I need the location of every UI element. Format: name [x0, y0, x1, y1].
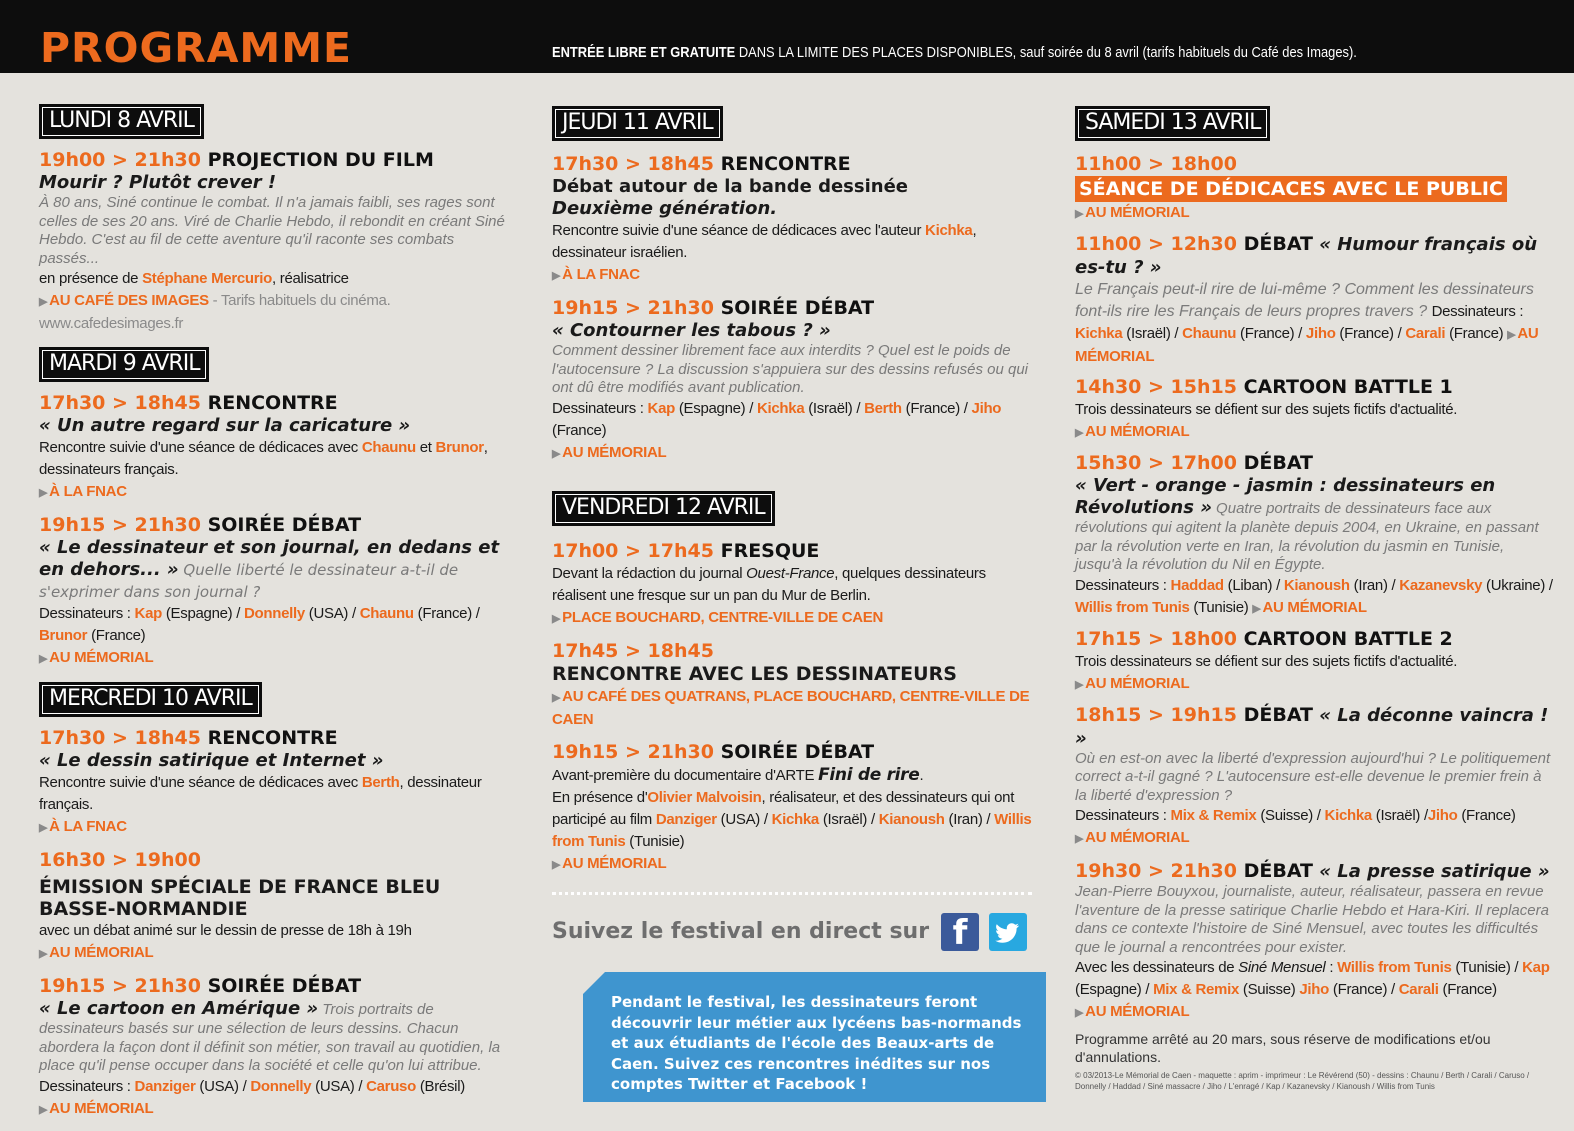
artist-name: Kazanevsky: [1399, 576, 1483, 594]
event-saturday-2: [1075, 233, 1555, 368]
artist-country: (Brésil): [415, 1077, 465, 1095]
info-text: Dessinateurs :: [39, 1077, 135, 1095]
footnote: Programme arrêté au 20 mars, sous réserve de modifications et/ou d'annulations.: [1075, 1031, 1491, 1065]
person-name: Chaunu: [361, 439, 416, 456]
play-arrow-icon: ▶: [1252, 602, 1261, 615]
artist-name: Willis from Tunis: [1075, 598, 1190, 616]
location-text: AU MÉMORIAL: [49, 1099, 154, 1117]
event-heading: [552, 297, 1032, 320]
day-label-tuesday: MARDI 9 AVRIL: [39, 347, 209, 382]
event-location: [39, 942, 511, 965]
play-arrow-icon: ▶: [39, 948, 48, 960]
event-heading: [552, 640, 1032, 663]
event-location: [552, 686, 1032, 731]
artist-country: (France): [87, 627, 146, 644]
artist-country: (France) /: [1236, 325, 1306, 342]
artist-country: (USA) /: [311, 1077, 367, 1095]
location-text: AU MÉMORIAL: [1075, 325, 1539, 365]
callout-corner: [583, 972, 605, 994]
event-friday-1: [552, 540, 1032, 630]
event-title: CARTOON BATTLE 1: [1236, 376, 1453, 398]
event-time: 17h15 > 18h00: [1075, 627, 1237, 650]
event-description: Comment dessiner librement face aux interdits ? Quel est le poids de l'autocensure ? La discussion s'appuiera sur des dessins refusés ou qui ont dû être modifiés avant publication.: [552, 342, 1029, 396]
location-text: AU CAFÉ DES IMAGES: [49, 292, 209, 309]
event-saturday-5: [1075, 628, 1555, 696]
artist-country: (Iran) /: [944, 810, 995, 828]
event-title: RENCONTRE: [713, 153, 851, 175]
artist-name: Kianoush: [878, 810, 945, 828]
event-heading: [1075, 376, 1555, 399]
event-info: avec un débat animé sur le dessin de presse de 18h à 19h: [39, 922, 412, 939]
event-title: SOIRÉE DÉBAT: [200, 514, 362, 536]
event-heading: [39, 514, 511, 537]
event-subtitle: Mourir ? Plutôt crever !: [39, 172, 277, 193]
artist-name: Jiho: [1299, 981, 1330, 998]
artist-country: (Espagne) /: [674, 399, 757, 417]
event-title: PROJECTION DU FILM: [200, 149, 434, 171]
artist-country: (France) /: [1329, 981, 1399, 998]
event-artists: [552, 398, 1032, 442]
event-friday-2: [552, 640, 1032, 731]
info-text: , réalisatrice: [272, 270, 349, 287]
artist-name: Chaunu: [359, 605, 414, 622]
event-title: SOIRÉE DÉBAT: [713, 740, 875, 763]
description-text: Trois portraits de dessinateurs basés sur une sélection de leurs dessins. Chacun abordera la façon dont il définit son métier, son travail au quotidien, la place qu'il pense occuper dans la société et celle qu'on lui attribue.: [39, 1001, 501, 1074]
event-time: 19h30 > 21h30: [1075, 860, 1237, 882]
event-monday-1: [39, 149, 511, 335]
play-arrow-icon: ▶: [552, 858, 561, 871]
event-time: 19h00 > 21h30: [39, 149, 201, 171]
artist-country: (Tunisie) /: [1451, 959, 1523, 976]
info-text: Devant la rédaction du journal: [552, 564, 747, 582]
description-text: Quatre portraits de dessinateurs face aux révolutions qui agitent la planète depuis 2004, en Ukraine, en passant par la révolution verte en Iran, la révolution du jasmin en Tunisie, jusqu'à la révolution du Nil en Égypte.: [1075, 500, 1539, 573]
event-heading: [39, 727, 511, 750]
event-title: FRESQUE: [713, 539, 820, 562]
artist-country: (Suisse) /: [1256, 807, 1325, 824]
event-tuesday-2: [39, 514, 511, 670]
day-label-friday: VENDREDI 12 AVRIL: [552, 491, 775, 526]
event-time: 17h30 > 18h45: [39, 392, 201, 414]
artist-country: (France) /: [901, 399, 972, 417]
location-text: AU MÉMORIAL: [562, 854, 667, 872]
event-subtitle: « La déconne vaincra ! »: [1075, 704, 1549, 749]
artist-country: (France): [1438, 981, 1497, 998]
event-location: [1075, 673, 1555, 696]
artist-name: Jiho: [1427, 807, 1458, 824]
info-text: , réalisateur, et des dessinateurs qui ont participé au film: [552, 788, 1015, 828]
event-artists: [552, 787, 1032, 853]
event-description: Jean-Pierre Bouyxou, journaliste, auteur, réalisateur, passera en revue l'aventure de la presse satirique Charlie Hebdo et Hara-Kiri. Il replacera dans ce contexte l'histoire de Siné Mensuel, avec toutes les difficultés que le journal a rencontrées pour exister.: [1075, 883, 1549, 956]
event-artists: [1075, 575, 1555, 620]
entry-note-bold: ENTRÉE LIBRE ET GRATUITE: [552, 44, 736, 61]
event-location: [1075, 202, 1555, 225]
event-description: Où en est-on avec la liberté d'expression aujourd'hui ? Le politiquement correct a-t-il gagné ? L'autocensure est-elle devenue le premier frein à la liberté d'expression ?: [1075, 749, 1551, 804]
event-time: 19h15 > 21h30: [39, 514, 201, 536]
info-text: Rencontre suivie d'une séance de dédicaces avec: [39, 439, 362, 456]
location-text: AU MÉMORIAL: [1085, 1003, 1190, 1020]
artist-name: Jiho: [971, 399, 1002, 417]
location-text: AU MÉMORIAL: [1085, 674, 1190, 692]
artist-name: Carali: [1405, 325, 1446, 342]
description-text: Le Français peut-il rire de lui-même ? Comment les dessinateurs font-ils rire les Français de leurs propres travers ?: [1075, 281, 1534, 320]
event-subtitle: « Le cartoon en Amérique »: [39, 998, 319, 1019]
event-heading: [1075, 628, 1555, 651]
event-time: 19h15 > 21h30: [39, 975, 201, 997]
artist-name: Willis from Tunis: [552, 810, 1032, 850]
artist-name: Haddad: [1170, 576, 1224, 594]
artist-country: (Tunisie): [1189, 598, 1253, 616]
event-description: [1075, 475, 1555, 575]
location-text: AU MÉMORIAL: [49, 944, 154, 961]
artist-name: Donnelly: [243, 605, 305, 622]
info-text: Dessinateurs :: [1075, 807, 1171, 824]
location-text: AU MÉMORIAL: [1085, 423, 1190, 440]
event-time: 14h30 > 15h15: [1075, 376, 1237, 398]
event-wednesday-3: [39, 975, 511, 1121]
event-heading: [1075, 860, 1555, 883]
event-location: [552, 607, 1032, 630]
day-label-wednesday: MERCREDI 10 AVRIL: [39, 682, 262, 717]
dotted-divider: [552, 892, 1032, 895]
artist-name: Kap: [647, 399, 675, 417]
event-subtitle: « Humour français où es-tu ? »: [1075, 234, 1538, 278]
event-info: [39, 268, 511, 290]
artist-country: (Israël) /: [1122, 325, 1183, 342]
event-location: [39, 481, 511, 504]
artist-country: (France) /: [413, 605, 480, 622]
play-arrow-icon: ▶: [552, 691, 561, 704]
event-subtitle: « Vert - orange - jasmin : dessinateurs en Révolutions »: [1075, 475, 1496, 518]
event-tuesday-1: [39, 392, 511, 504]
play-arrow-icon: ▶: [39, 487, 48, 499]
artist-country: (Espagne) /: [161, 605, 244, 622]
artist-name: Brunor: [39, 627, 88, 644]
artist-country: (Ukraine) /: [1482, 576, 1553, 594]
info-text: Rencontre suivie d'une séance de dédicaces avec l'auteur: [552, 222, 926, 239]
location-text: AU MÉMORIAL: [562, 443, 667, 461]
newspaper-name: Ouest-France: [746, 564, 835, 582]
info-text: :: [1325, 959, 1338, 976]
play-arrow-icon: ▶: [39, 822, 48, 834]
artist-name: Kichka: [771, 810, 819, 828]
location-text: AU CAFÉ DES QUATRANS, PLACE BOUCHARD, CENTRE-VILLE DE CAEN: [552, 687, 1030, 728]
info-text: Dessinateurs :: [39, 605, 135, 622]
location-extra: - Tarifs habituels du cinéma. www.cafedesimages.fr: [39, 292, 391, 332]
twitter-icon[interactable]: [989, 913, 1027, 951]
person-name: Olivier Malvoisin: [647, 788, 762, 806]
artist-name: Kichka: [1324, 807, 1372, 824]
play-arrow-icon: ▶: [39, 1103, 48, 1116]
event-wednesday-1: [39, 727, 511, 839]
event-heading: [1075, 704, 1555, 750]
person-name: Brunor: [435, 439, 484, 456]
artist-country: (Liban) /: [1223, 576, 1284, 594]
event-title: DÉBAT: [1236, 703, 1314, 726]
artist-name: Kichka: [1075, 325, 1123, 342]
artist-name: Kap: [134, 605, 162, 622]
event-title: SOIRÉE DÉBAT: [200, 975, 362, 997]
artist-name: Chaunu: [1182, 325, 1237, 342]
artist-country: (USA) /: [304, 605, 360, 622]
event-title: CARTOON BATTLE 2: [1236, 627, 1453, 650]
event-location: [552, 853, 1032, 876]
event-heading: [552, 153, 1032, 176]
magazine-name: Siné Mensuel: [1238, 959, 1326, 976]
event-location: [39, 290, 511, 335]
play-arrow-icon: ▶: [1075, 427, 1084, 439]
artist-country: (USA) /: [716, 810, 772, 828]
column-2: [552, 106, 1032, 951]
entry-note-rest: DANS LA LIMITE DES PLACES DISPONIBLES, sauf soirée du 8 avril (tarifs habituels du Café des Images).: [735, 44, 1357, 61]
event-saturday-7: [1075, 860, 1555, 1024]
event-subtitle-plain: Débat autour de la bande dessinée: [552, 176, 909, 197]
artist-country: (Espagne) /: [1075, 981, 1154, 998]
event-friday-3: [552, 741, 1032, 876]
social-follow: [552, 913, 1032, 951]
subtitle-text: « Le dessinateur et son journal, en dedans et en dehors... »: [39, 537, 500, 580]
artist-name: Berth: [864, 399, 902, 417]
artist-country: (Israël) /: [804, 399, 865, 417]
play-arrow-icon: ▶: [552, 612, 561, 625]
artist-country: (USA) /: [195, 1077, 251, 1095]
artist-name: Danziger: [655, 810, 717, 828]
artist-country: (France) /: [1335, 325, 1406, 342]
column-1: [39, 104, 511, 1131]
location-text: PLACE BOUCHARD, CENTRE-VILLE DE CAEN: [562, 608, 884, 626]
event-time: 17h45 > 18h45: [552, 639, 714, 662]
event-info: [39, 437, 511, 481]
entry-note: [552, 44, 1357, 61]
day-label-saturday: SAMEDI 13 AVRIL: [1075, 106, 1270, 141]
event-title: DÉBAT: [1236, 860, 1314, 882]
event-saturday-4: [1075, 452, 1555, 620]
event-description: [1075, 279, 1555, 368]
artist-name: Kap: [1522, 959, 1550, 976]
event-time: 17h30 > 18h45: [39, 727, 201, 749]
event-artists: [39, 603, 511, 647]
event-info: [552, 563, 1032, 607]
info-text: Dessinateurs :: [1431, 303, 1524, 320]
twitter-bird-icon: [989, 913, 1027, 951]
event-info: [39, 772, 511, 816]
location-text: AU MÉMORIAL: [1262, 598, 1367, 616]
play-arrow-icon: ▶: [39, 296, 48, 308]
play-arrow-icon: ▶: [39, 653, 48, 665]
artist-name: Kichka: [756, 399, 805, 417]
info-text: Dessinateurs :: [1075, 576, 1171, 594]
info-text: .: [919, 766, 924, 784]
artist-country: (Suisse): [1239, 981, 1300, 998]
event-heading: [552, 741, 1032, 764]
event-title: DÉBAT: [1236, 233, 1314, 255]
event-info: Trois dessinateurs se défient sur des sujets fictifs d'actualité.: [1075, 652, 1458, 670]
info-text: Dessinateurs :: [552, 399, 648, 417]
event-title: RENCONTRE: [200, 727, 338, 749]
event-info: [552, 764, 1032, 787]
event-subtitle: [39, 537, 511, 603]
event-subtitle: Deuxième génération.: [552, 198, 778, 219]
info-text: Avant-première du documentaire d'ARTE: [552, 766, 819, 784]
event-time: 11h00 > 18h00: [1075, 153, 1237, 175]
event-time: 15h30 > 17h00: [1075, 452, 1237, 474]
event-time: 17h00 > 17h45: [552, 539, 714, 562]
page-title: PROGRAMME: [40, 24, 353, 72]
event-subtitle: « Contourner les tabous ? »: [552, 320, 831, 341]
event-location: [552, 442, 1032, 465]
event-heading: [1075, 233, 1555, 279]
event-saturday-3: [1075, 376, 1555, 444]
event-location: [1075, 1001, 1555, 1024]
person-name: Stéphane Mercurio: [142, 270, 273, 287]
artist-name: Jiho: [1305, 325, 1336, 342]
event-saturday-1: [1075, 153, 1555, 225]
event-heading: [1075, 452, 1555, 475]
event-subtitle: « Le dessin satirique et Internet »: [39, 750, 384, 771]
event-heading: [39, 149, 511, 172]
info-text: Rencontre suivie d'une séance de dédicaces avec: [39, 774, 362, 791]
artist-country: (France): [552, 421, 607, 439]
column-3: [1075, 106, 1555, 1092]
artist-country: (Israël) /: [818, 810, 879, 828]
facebook-icon[interactable]: f: [941, 913, 979, 951]
artist-name: Mix & Remix: [1170, 807, 1257, 824]
event-time: 19h15 > 21h30: [552, 740, 714, 763]
event-description: À 80 ans, Siné continue le combat. Il n'a jamais faibli, ses rages sont celles de ses 20 ans. Viré de Charlie Hebdo, il rebondit en créant Siné Hebdo. C'est au fil de cette aventure qu'il raconte ses combats passés...: [39, 194, 505, 267]
event-time: 18h15 > 19h15: [1075, 703, 1237, 726]
event-wednesday-2: [39, 849, 511, 965]
artist-name: Mix & Remix: [1153, 981, 1240, 998]
info-text: et: [415, 439, 436, 456]
event-info: Trois dessinateurs se défient sur des sujets fictifs d'actualité.: [1075, 401, 1458, 418]
event-title: RENCONTRE AVEC LES DESSINATEURS: [552, 662, 957, 685]
location-text: AU MÉMORIAL: [1085, 204, 1190, 221]
event-location: [1075, 421, 1555, 444]
event-heading: [39, 975, 511, 998]
play-arrow-icon: ▶: [1075, 678, 1084, 691]
play-arrow-icon: ▶: [1075, 833, 1084, 845]
artist-name: Kianoush: [1283, 576, 1350, 594]
event-title: ÉMISSION SPÉCIALE DE FRANCE BLEU BASSE-NORMANDIE: [39, 876, 441, 920]
day-label-monday: LUNDI 8 AVRIL: [39, 104, 204, 139]
artist-country: (Tunisie): [625, 832, 685, 850]
event-title: DÉBAT: [1236, 452, 1314, 474]
event-thursday-1: [552, 153, 1032, 287]
info-text: , quelques dessinateurs réalisent une fresque sur un pan du Mur de Berlin.: [552, 564, 986, 604]
artist-country: (Iran) /: [1349, 576, 1400, 594]
location-text: À LA FNAC: [562, 266, 640, 283]
event-saturday-6: [1075, 704, 1555, 851]
event-location: [552, 264, 1032, 287]
event-title: RENCONTRE: [200, 392, 338, 414]
event-location: [39, 647, 511, 670]
event-time: 19h15 > 21h30: [552, 297, 714, 319]
artist-country: (Israël) /: [1371, 807, 1428, 824]
artist-name: Donnelly: [250, 1077, 312, 1095]
event-artists: [39, 1076, 511, 1098]
event-heading: [39, 849, 511, 872]
event-info: [552, 220, 1032, 264]
artist-name: Danziger: [134, 1077, 196, 1095]
day-label-thursday: JEUDI 11 AVRIL: [552, 106, 723, 141]
location-text: AU MÉMORIAL: [49, 649, 154, 666]
event-title: SOIRÉE DÉBAT: [713, 297, 875, 319]
artist-name: Willis from Tunis: [1337, 959, 1452, 976]
event-time: 17h30 > 18h45: [552, 153, 714, 175]
info-text: en présence de: [39, 270, 143, 287]
event-artists: [1075, 957, 1555, 1001]
info-callout: Pendant le festival, les dessinateurs feront découvrir leur métier aux lycéens bas-normands et aux étudiants de l'école des Beaux-arts de Caen. Suivez ces rencontres inédites sur nos comptes Twitter et Facebook !: [583, 972, 1046, 1102]
person-name: Berth: [361, 774, 400, 791]
play-arrow-icon: ▶: [552, 270, 561, 282]
follow-text: Suivez le festival en direct sur: [552, 919, 930, 944]
film-title: Fini de rire: [818, 764, 920, 785]
artist-name: Caruso: [366, 1077, 416, 1095]
info-text: , dessinateur israélien.: [552, 222, 977, 261]
person-name: Kichka: [925, 222, 973, 239]
play-arrow-icon: ▶: [1075, 1007, 1084, 1019]
event-location: [1075, 827, 1555, 850]
info-text: En présence d': [552, 788, 648, 806]
event-artists: [1075, 805, 1555, 827]
event-description: Quelle liberté le dessinateur a-t-il de s'exprimer dans son journal ?: [39, 561, 459, 601]
event-heading: [39, 392, 511, 415]
location-text: À LA FNAC: [49, 483, 127, 500]
event-heading: [552, 540, 1032, 563]
play-arrow-icon: ▶: [1075, 208, 1084, 220]
event-time: 11h00 > 12h30: [1075, 233, 1237, 255]
info-text: , dessinateurs français.: [39, 439, 488, 478]
event-subtitle: « Un autre regard sur la caricature »: [39, 415, 411, 436]
info-text: , dessinateur français.: [39, 774, 482, 813]
credits: © 03/2013-Le Mémorial de Caen - maquette : aprim - imprimeur : Le Révérend (50) - dessins : Chaunu / Berth / Carali / Caruso / Donnelly / Haddad / Siné massacre / Jiho / L'enragé / Kap / Kazanevsky / Kianoush / Willis from Tunis: [1075, 1071, 1530, 1091]
event-heading: [1075, 153, 1555, 176]
artist-name: Carali: [1398, 981, 1439, 998]
event-location: [39, 1098, 511, 1121]
signing-badge: SÉANCE DE DÉDICACES AVEC LE PUBLIC: [1075, 176, 1507, 202]
event-description: [39, 998, 511, 1076]
header-bar: [0, 0, 1574, 73]
info-text: Avec les dessinateurs de: [1075, 959, 1239, 976]
play-arrow-icon: ▶: [1507, 329, 1516, 341]
event-location: [39, 816, 511, 839]
event-thursday-2: [552, 297, 1032, 465]
location-text: AU MÉMORIAL: [1085, 829, 1190, 846]
event-subtitle: « La presse satirique »: [1313, 861, 1550, 882]
play-arrow-icon: ▶: [552, 447, 561, 460]
artist-country: (France): [1445, 325, 1508, 342]
location-text: À LA FNAC: [49, 818, 127, 835]
event-time: 16h30 > 19h00: [39, 849, 201, 871]
event-location: [1252, 599, 1366, 616]
artist-country: (France): [1457, 807, 1516, 824]
